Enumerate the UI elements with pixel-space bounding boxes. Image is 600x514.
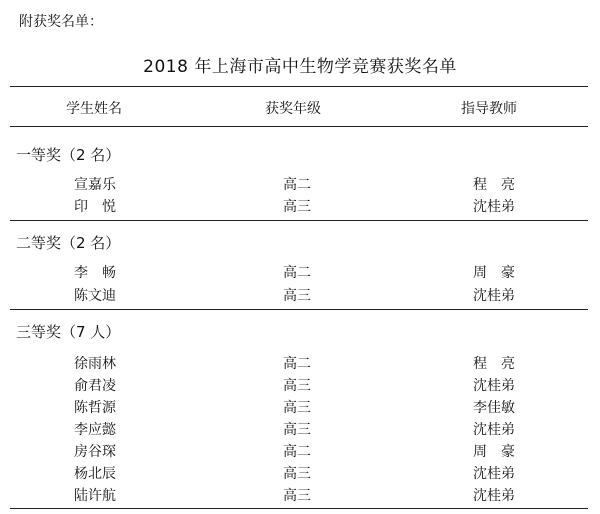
student-name: 徐雨林 xyxy=(74,356,116,372)
award-grade: 高三 xyxy=(283,378,311,394)
award-grade: 高二 xyxy=(283,265,311,281)
table-row xyxy=(0,397,600,419)
table-row xyxy=(0,485,600,507)
student-name: 杨北辰 xyxy=(74,466,116,482)
document-title: 2018 年上海市高中生物学竞赛获奖名单 xyxy=(143,57,457,77)
section-title-second-prize: 二等奖（2 名） xyxy=(16,234,121,252)
advisor-name: 沈桂弟 xyxy=(473,422,515,438)
table-row xyxy=(0,419,600,441)
header-award-grade: 获奖年级 xyxy=(265,101,321,117)
table-row xyxy=(0,262,600,284)
advisor-name: 沈桂弟 xyxy=(473,288,515,304)
advisor-name: 程 亮 xyxy=(473,356,515,372)
award-grade: 高三 xyxy=(283,400,311,416)
advisor-name: 周 豪 xyxy=(473,444,515,460)
table-top-rule xyxy=(10,86,588,87)
attachment-note: 附获奖名单： xyxy=(19,14,103,30)
header-advisor: 指导教师 xyxy=(461,101,517,117)
award-grade: 高三 xyxy=(283,466,311,482)
table-row xyxy=(0,375,600,397)
section-divider xyxy=(10,220,588,221)
section-divider xyxy=(10,309,588,310)
advisor-name: 沈桂弟 xyxy=(473,378,515,394)
award-grade: 高三 xyxy=(283,288,311,304)
student-name: 房谷琛 xyxy=(74,444,116,460)
award-grade: 高三 xyxy=(283,488,311,504)
table-row xyxy=(0,441,600,463)
student-name: 李 畅 xyxy=(74,265,116,281)
advisor-name: 李佳敏 xyxy=(473,400,515,416)
table-row xyxy=(0,174,600,196)
student-name: 俞君凌 xyxy=(74,378,116,394)
header-student-name: 学生姓名 xyxy=(66,101,122,117)
award-grade: 高二 xyxy=(283,444,311,460)
advisor-name: 周 豪 xyxy=(473,265,515,281)
advisor-name: 沈桂弟 xyxy=(473,199,515,215)
table-row xyxy=(0,285,600,307)
student-name: 陈文迪 xyxy=(74,288,116,304)
table-bottom-rule xyxy=(10,508,588,509)
student-name: 印 悦 xyxy=(74,199,116,215)
award-grade: 高二 xyxy=(283,177,311,193)
student-name: 陆许航 xyxy=(74,488,116,504)
award-grade: 高三 xyxy=(283,422,311,438)
table-row xyxy=(0,463,600,485)
advisor-name: 程 亮 xyxy=(473,177,515,193)
student-name: 宣嘉乐 xyxy=(74,177,116,193)
award-grade: 高二 xyxy=(283,356,311,372)
advisor-name: 沈桂弟 xyxy=(473,488,515,504)
table-row xyxy=(0,353,600,375)
section-title-first-prize: 一等奖（2 名） xyxy=(16,146,121,164)
student-name: 陈哲源 xyxy=(74,400,116,416)
section-title-third-prize: 三等奖（7 人） xyxy=(16,323,121,341)
award-grade: 高三 xyxy=(283,199,311,215)
advisor-name: 沈桂弟 xyxy=(473,466,515,482)
student-name: 李应懿 xyxy=(74,422,116,438)
header-bottom-rule xyxy=(10,126,588,127)
table-row xyxy=(0,196,600,218)
